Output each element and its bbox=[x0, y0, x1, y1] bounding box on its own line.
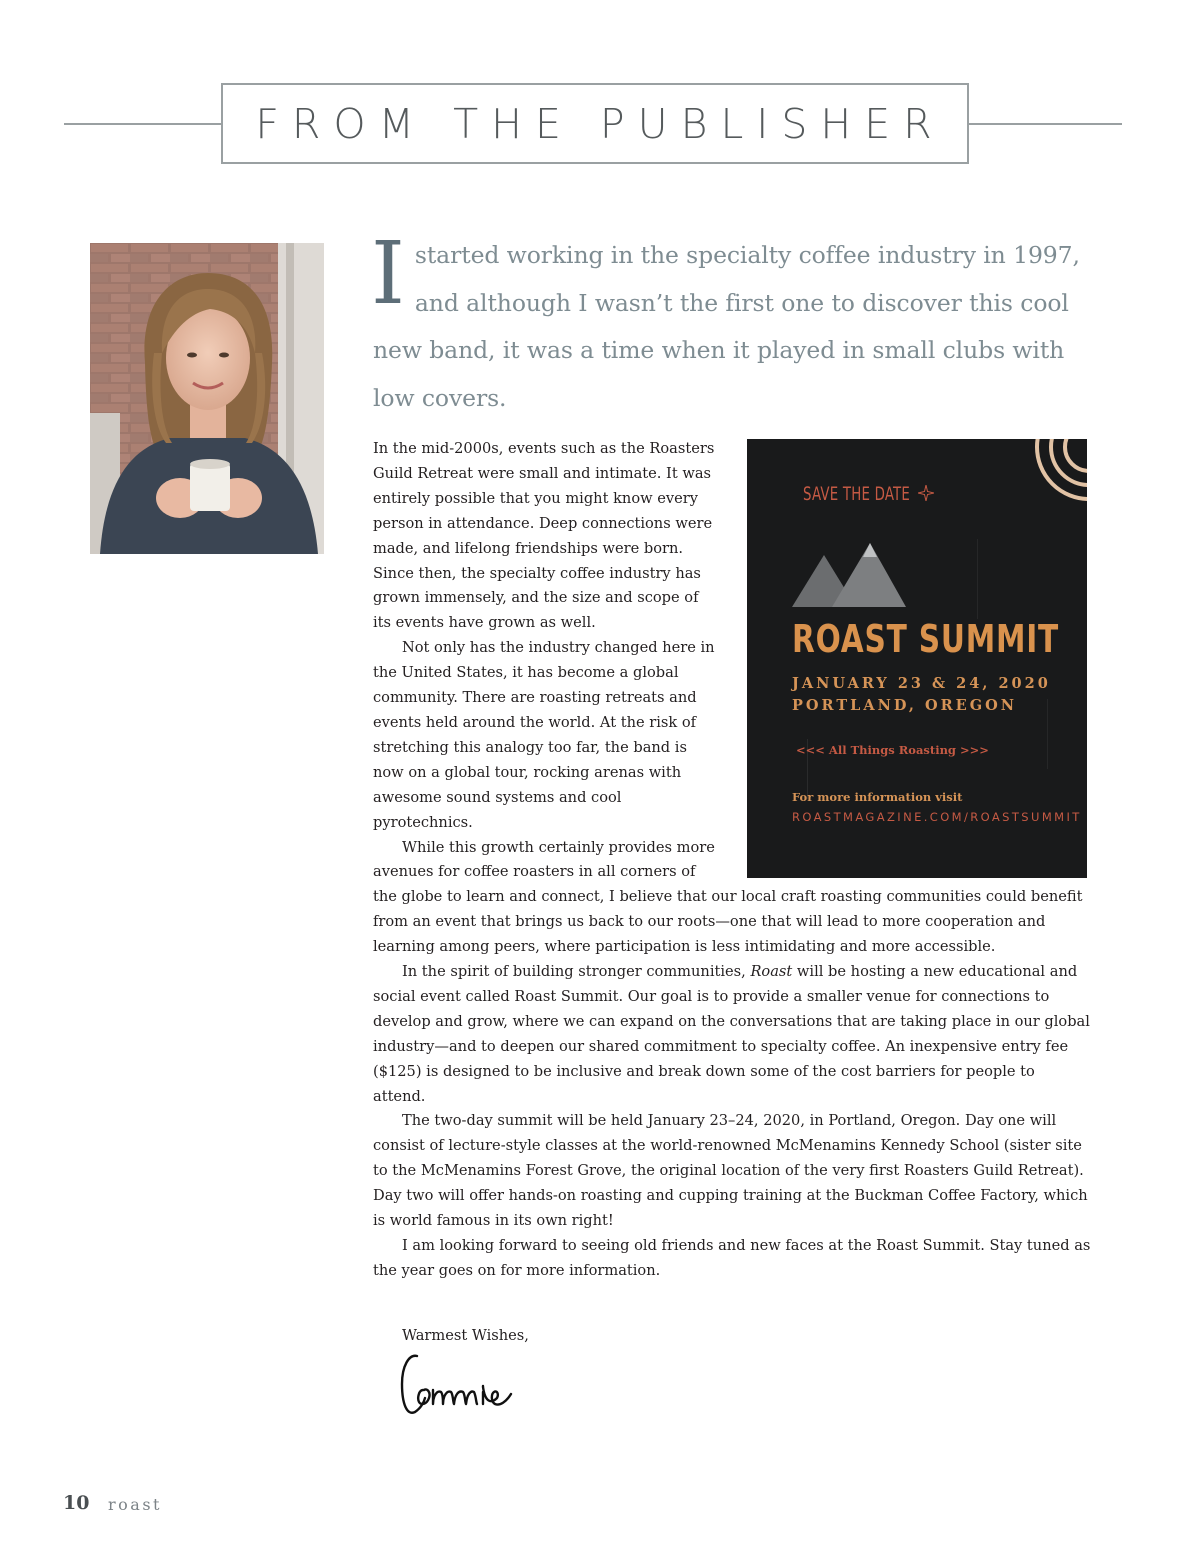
signature-image bbox=[399, 1346, 514, 1418]
body-paragraph-1: In the mid-2000s, events such as the Roasters Guild Retreat were small and intimate. It was entirely possible that you might know every person in attendance. Deep connections were made, and lifelong friendships were born. Since then, the specialty coffee industry has grown immensely, and the size and scope of its events have grown as well. bbox=[373, 440, 715, 632]
page-number: 10 bbox=[63, 1492, 90, 1514]
lead-text: started working in the specialty coffee industry in 1997, and although I wasn’t the first one to discover this cool new band, it was a time when it played in small clubs with low covers. bbox=[373, 241, 1080, 412]
publisher-photo bbox=[90, 243, 324, 554]
roast-summit-ad bbox=[747, 439, 1087, 878]
header-rule-left bbox=[64, 123, 222, 125]
mountains-icon bbox=[792, 543, 912, 607]
body-paragraph-2: Not only has the industry changed here in the United States, it has become a global community. There are roasting retreats and events held around the world. At the risk of stretching this analogy too far, the band is now on a global tour, rocking arenas with awesome sound systems and cool pyrotechnics. bbox=[373, 639, 715, 831]
closing-line: Warmest Wishes, bbox=[402, 1327, 529, 1344]
ad-tagline: <<< All Things Roasting >>> bbox=[796, 743, 989, 757]
header-rule-right bbox=[968, 123, 1122, 125]
magazine-name-italic: Roast bbox=[750, 963, 793, 981]
ad-more-info: For more information visit bbox=[792, 790, 963, 804]
ad-rings-icon bbox=[1009, 439, 1087, 509]
body-paragraph-6: I am looking forward to seeing old friends and new faces at the Roast Summit. Stay tuned as the year goes on for more information. bbox=[373, 1237, 1091, 1279]
body-paragraph-4-end: will be hosting a new educational and social event called Roast Summit. Our goal is to provide a smaller venue for connections to develop and grow, where we can expand on the conversations that are taking place in our global industry—and to deepen our shared commitment to specialty coffee. An inexpensive entry fee ($125) is designed to be inclusive and break down some of the cost barriers for people to attend. bbox=[373, 963, 1090, 1105]
drop-cap: I bbox=[371, 224, 405, 324]
magazine-name: roast bbox=[108, 1495, 162, 1514]
sparkle-icon bbox=[918, 485, 934, 501]
ad-location: PORTLAND, OREGON bbox=[792, 697, 1017, 714]
ad-url: ROASTMAGAZINE.COM/ROASTSUMMIT bbox=[792, 810, 1082, 824]
publisher-portrait-image bbox=[90, 243, 324, 554]
lead-paragraph bbox=[371, 224, 1093, 422]
header-box bbox=[221, 83, 969, 164]
body-paragraph-3: While this growth certainly provides more avenues for coffee roasters in all corners of the globe to learn and connect, I believe that our local craft roasting communities could benefit from an event that brings us back to our roots—one that will lead to more cooperation and learning among peers, where participation is less intimidating and more accessible. bbox=[373, 838, 1083, 956]
body-paragraph-4 bbox=[373, 960, 1091, 1109]
ad-title: ROAST SUMMIT bbox=[792, 617, 1060, 661]
body-paragraph-4-start: In the spirit of building stronger communities, bbox=[402, 963, 751, 981]
body-paragraph-5: The two-day summit will be held January 23–24, 2020, in Portland, Oregon. Day one will consist of lecture-style classes at the world-renowned McMenamins Kennedy School (sister site to the McMenamins Forest Grove, the original location of the very first Roasters Guild Retreat). Day two will offer hands-on roasting and cupping training at the Buckman Coffee Factory, which is world famous in its own right! bbox=[373, 1112, 1088, 1230]
page-title: FROM THE PUBLISHER bbox=[255, 99, 945, 148]
ad-date: JANUARY 23 & 24, 2020 bbox=[792, 675, 1051, 692]
ad-save-the-date: SAVE THE DATE bbox=[803, 483, 911, 505]
